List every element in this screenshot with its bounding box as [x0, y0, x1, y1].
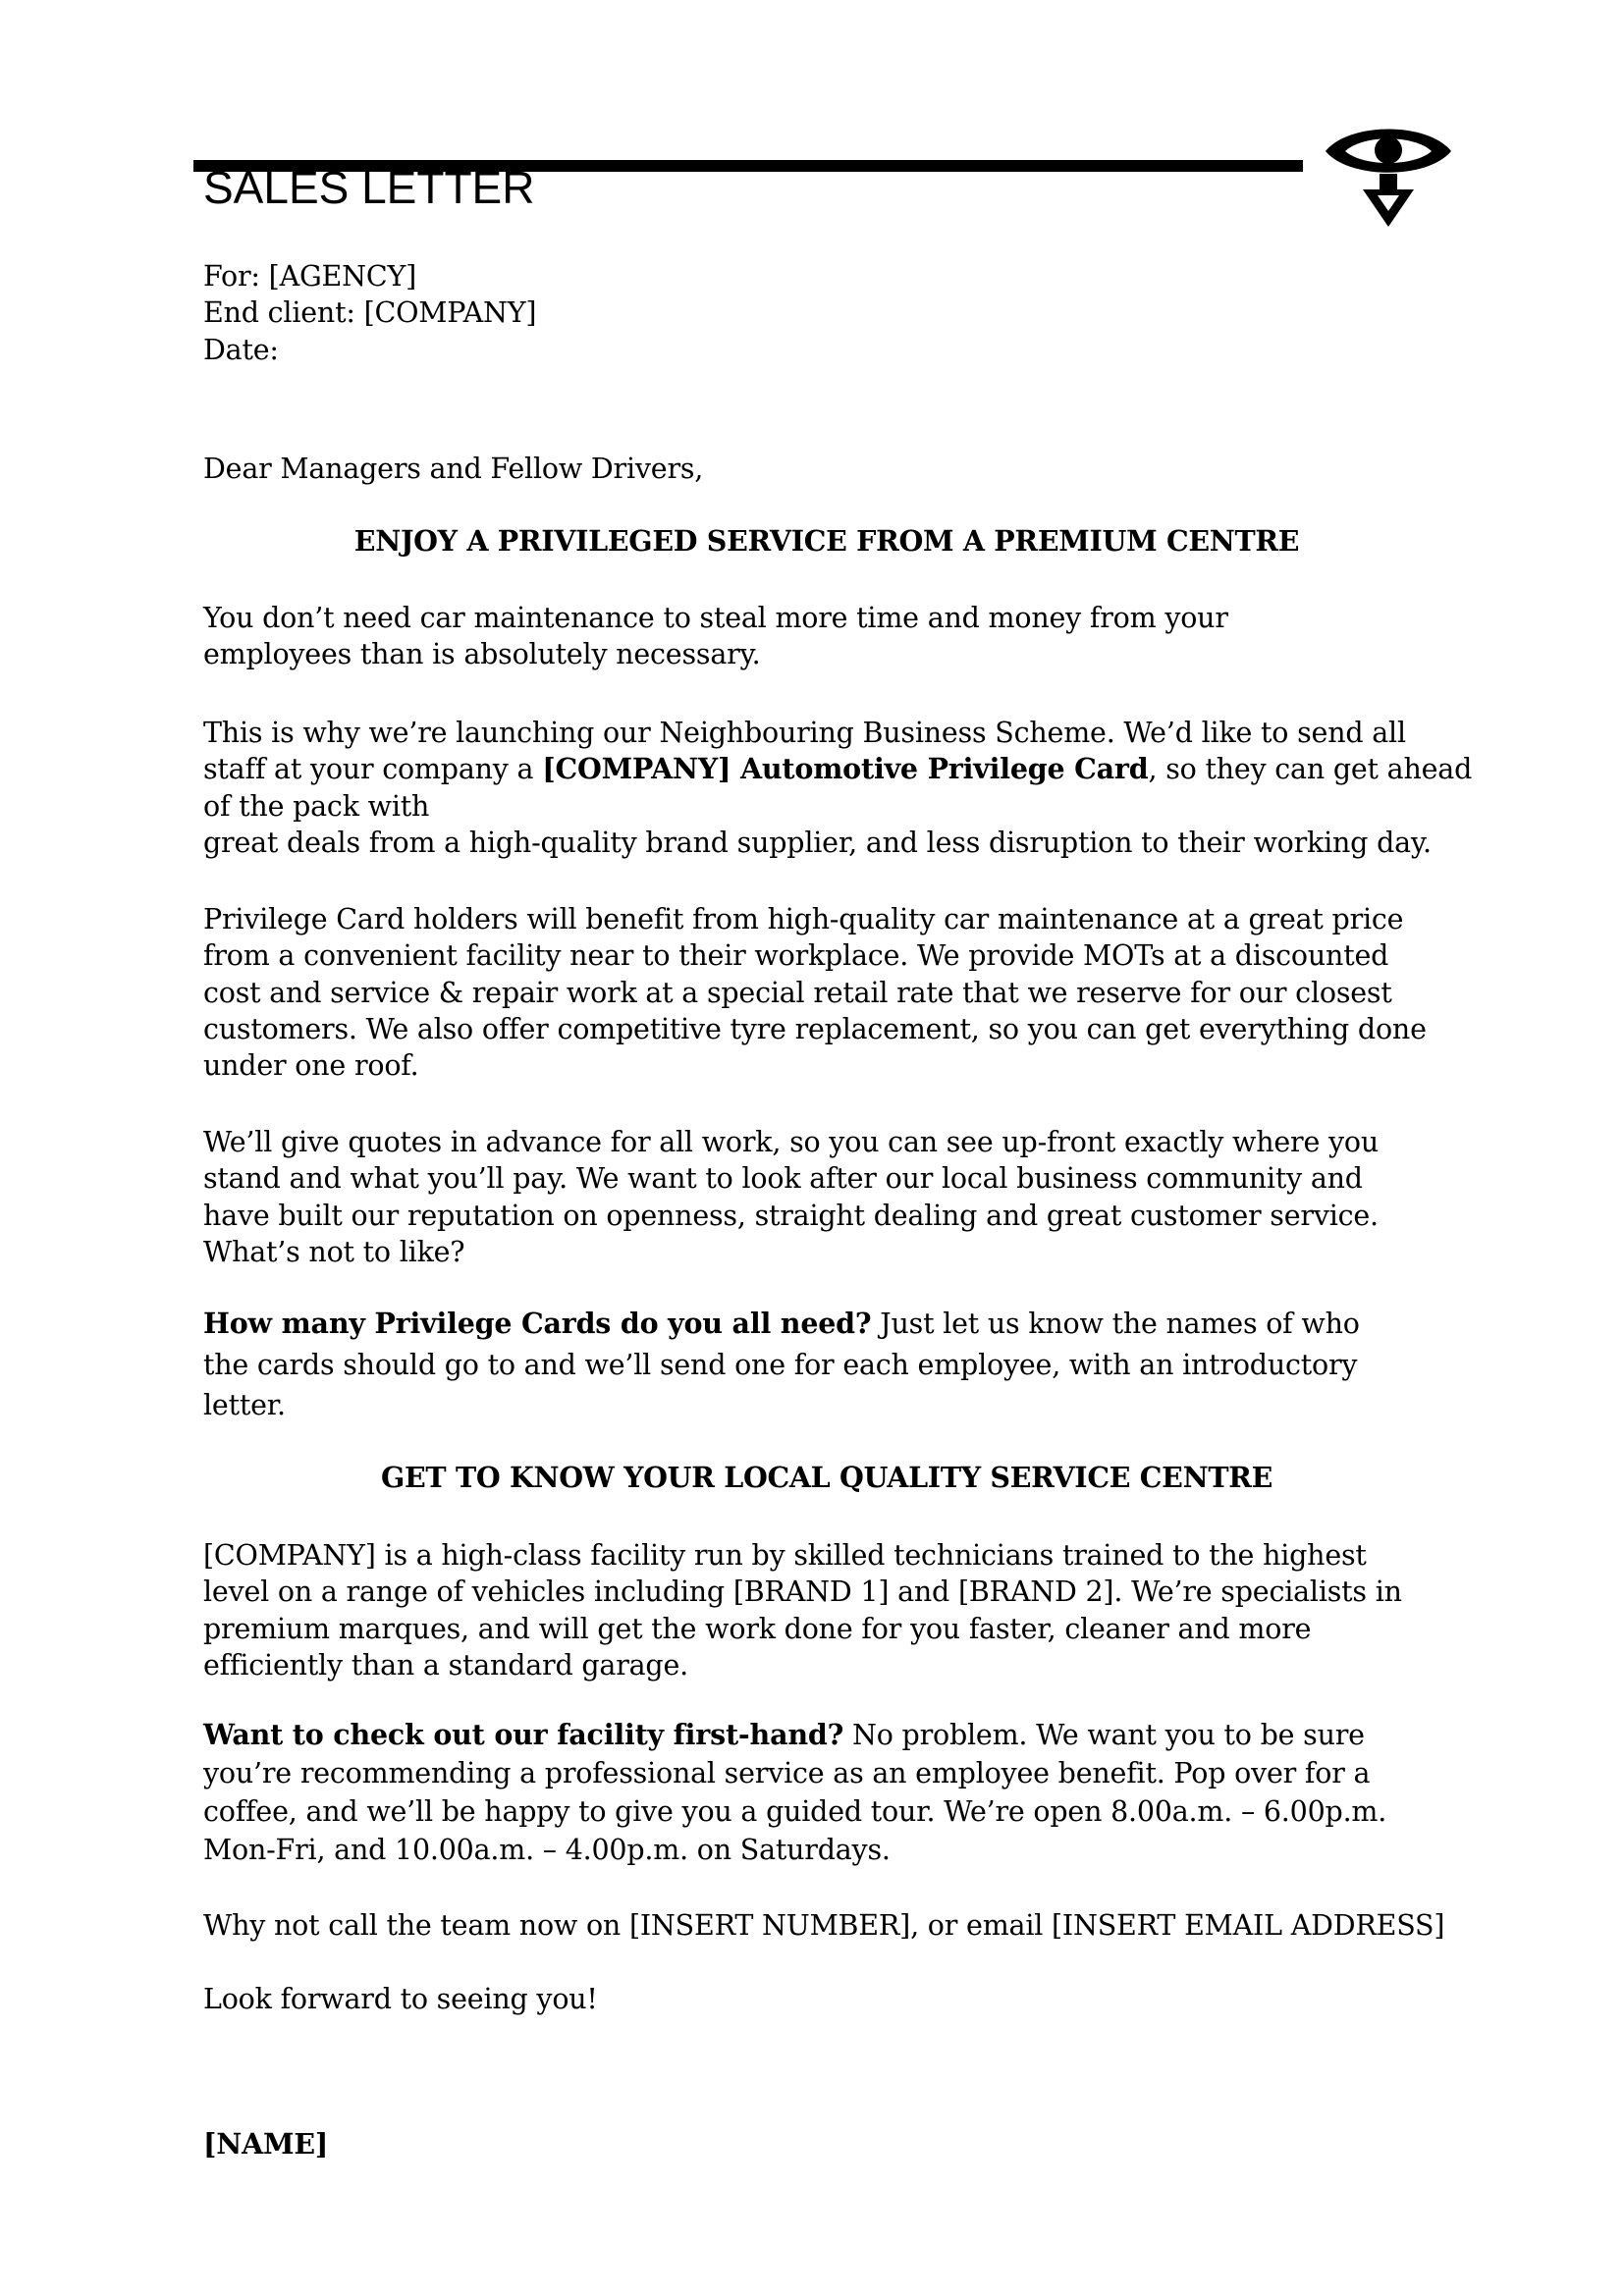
paragraph-scheme	[203, 715, 1473, 861]
paragraph-line: you’re recommending a professional service as an employee benefit. Pop over for a	[203, 1757, 1371, 1789]
paragraph-line: employees than is absolutely necessary.	[203, 638, 761, 671]
paragraph-line: You don’t need car maintenance to steal more time and money from your	[203, 602, 1228, 634]
paragraph-line: We’ll give quotes in advance for all work, so you can see up-front exactly where you	[203, 1126, 1379, 1158]
meta-end-client: End client: [COMPANY]	[203, 296, 537, 330]
paragraph-line: level on a range of vehicles including [BRAND 1] and [BRAND 2]. We’re specialists in	[203, 1575, 1402, 1609]
paragraph-line: under one roof.	[203, 1049, 419, 1083]
paragraph-text: No problem. We want you to be sure	[843, 1719, 1365, 1751]
eye-arrow-logo-icon	[1324, 125, 1453, 231]
paragraph-line: great deals from a high-quality brand supplier, and less disruption to their working day.	[203, 826, 1432, 859]
meta-for: For: [AGENCY]	[203, 260, 417, 293]
paragraph-line: Privilege Card holders will benefit from high-quality car maintenance at a great price	[203, 903, 1404, 935]
paragraph-line: premium marques, and will get the work done for you faster, cleaner and more	[203, 1612, 1312, 1645]
paragraph-line: Mon-Fri, and 10.00a.m. – 4.00p.m. on Saturdays.	[203, 1834, 891, 1866]
paragraph-text: , so they can get ahead	[1148, 753, 1473, 786]
paragraph-facility-visit	[203, 1716, 1450, 1869]
paragraph-line: customers. We also offer competitive tyre replacement, so you can get everything done	[203, 1012, 1427, 1045]
paragraph-quotes	[203, 1124, 1450, 1270]
paragraph-line: have built our reputation on openness, straight dealing and great customer service.	[203, 1199, 1379, 1232]
signature-name: [NAME]	[203, 2127, 329, 2161]
paragraph-line	[203, 1304, 1450, 1345]
paragraph-line: coffee, and we’ll be happy to give you a guided tour. We’re open 8.00a.m. – 6.00p.m.	[203, 1795, 1387, 1828]
paragraph-line	[203, 751, 1473, 787]
paragraph-line: stand and what you’ll pay. We want to look after our local business community and	[203, 1162, 1363, 1196]
paragraph-line: cost and service & repair work at a special retail rate that we reserve for our closest	[203, 976, 1392, 1009]
paragraph-call-to-action: Why not call the team now on [INSERT NUMBER], or email [INSERT EMAIL ADDRESS]	[203, 1909, 1445, 1942]
paragraph-line: [COMPANY] is a high-class facility run by skilled technicians trained to the highest	[203, 1539, 1367, 1572]
paragraph-line: efficiently than a standard garage.	[203, 1648, 688, 1682]
paragraph-line	[203, 1716, 1450, 1754]
paragraph-text: Just let us know the names of who	[871, 1308, 1360, 1340]
paragraph-lead-in: Want to check out our facility first-hand?	[203, 1718, 844, 1751]
salutation: Dear Managers and Fellow Drivers,	[203, 453, 704, 485]
paragraph-lead-in: How many Privilege Cards do you all need?	[203, 1307, 872, 1340]
meta-date: Date:	[203, 333, 279, 366]
paragraph-line: This is why we’re launching our Neighbouring Business Scheme. We’d like to send all	[203, 717, 1406, 749]
letter-meta	[203, 258, 1450, 368]
paragraph-closing: Look forward to seeing you!	[203, 1983, 598, 2015]
paragraph-line: letter.	[203, 1389, 286, 1421]
paragraph-line: the cards should go to and we’ll send one for each employee, with an introductory	[203, 1348, 1358, 1381]
paragraph-line: What’s not to like?	[203, 1235, 465, 1268]
section-heading-local-service-centre: GET TO KNOW YOUR LOCAL QUALITY SERVICE CENTRE	[380, 1461, 1273, 1494]
paragraph-text: staff at your company a	[203, 753, 543, 786]
document-title: SALES LETTER	[203, 162, 535, 213]
paragraph-how-many-cards	[203, 1304, 1450, 1426]
paragraph-company	[203, 1537, 1450, 1683]
section-heading-privileged-service: ENJOY A PRIVILEGED SERVICE FROM A PREMIUM CENTRE	[353, 524, 1300, 558]
paragraph-line: from a convenient facility near to their workplace. We provide MOTs at a discounted	[203, 939, 1389, 973]
paragraph-line: of the pack with	[203, 789, 430, 823]
paragraph-benefits	[203, 901, 1450, 1084]
privilege-card-name: [COMPANY] Automotive Privilege Card	[542, 752, 1149, 786]
paragraph-intro	[203, 600, 1450, 673]
